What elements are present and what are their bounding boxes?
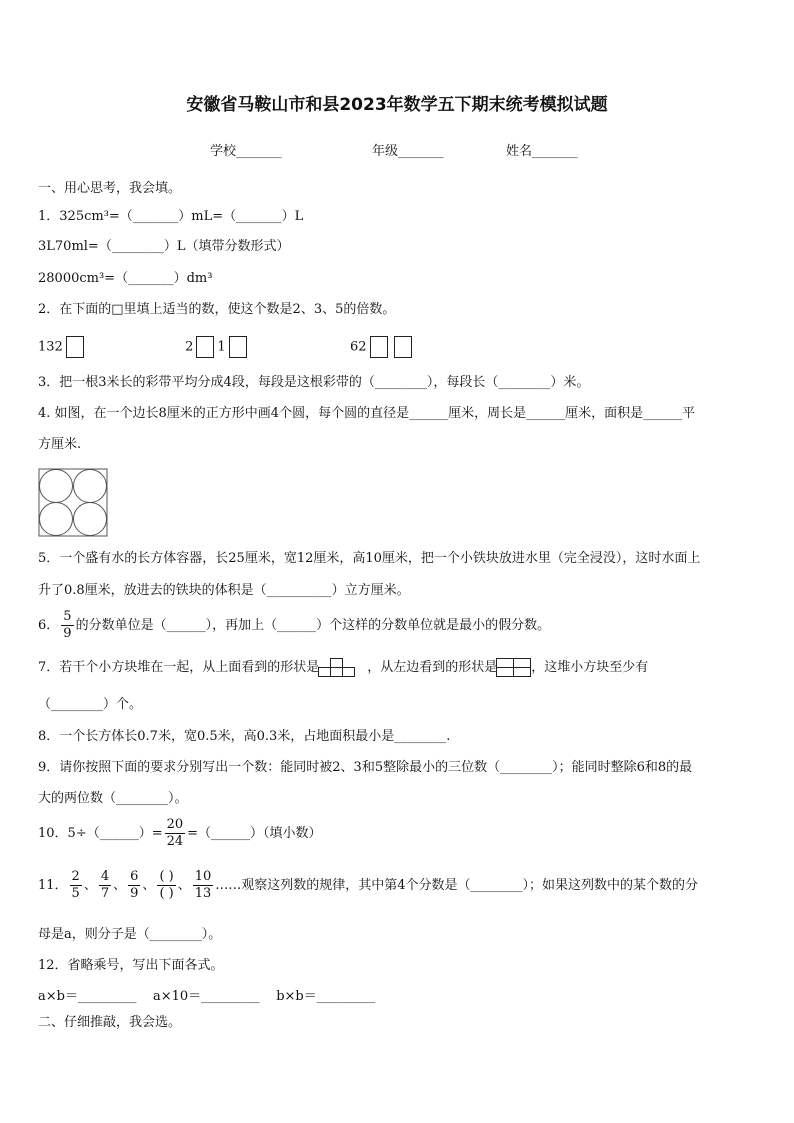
section-2-heading: 二、仔细推敲，我会选。 [38, 1015, 182, 1030]
q6-number: 6． [38, 618, 60, 633]
q10-text-2: =（______）（填小数） [187, 826, 322, 841]
question-9-line-2: 大的两位数（________）。 [38, 791, 188, 806]
q7-text-1: 7．若干个小方块堆在一起，从上面看到的形状是 [38, 660, 320, 675]
page-title: 安徽省马鞍山市和县2023年数学五下期末统考模拟试题 [186, 95, 608, 115]
numerator: 4 [100, 869, 110, 884]
question-8: 8．一个长方体长0.7米，宽0.5米，高0.3米，占地面积最小是________. [38, 729, 451, 744]
q7-text-3: ，这堆小方块至少有 [531, 660, 649, 675]
numerator: 6 [130, 869, 139, 884]
answer-box[interactable] [370, 336, 388, 358]
question-5-line-2: 升了0.8厘米，放进去的铁块的体积是（__________）立方厘米。 [38, 583, 410, 598]
question-4-line-1: 4. 如图，在一个边长8厘米的正方形中画4个圆，每个圆的直径是______厘米，周长是______厘米，面积是______平 [38, 406, 696, 421]
numerator: 10 [194, 869, 212, 884]
answer-box[interactable] [66, 336, 84, 358]
denominator: 9 [63, 626, 72, 641]
q2-number-a: 132 [38, 339, 63, 355]
question-12-items: a×b＝_________ a×10＝_________ b×b＝_________ [38, 989, 376, 1004]
question-7-line-2: （________）个。 [38, 697, 143, 712]
fraction-blank [157, 869, 175, 902]
denominator: 9 [130, 886, 139, 901]
fraction [70, 869, 82, 902]
left-view-figure [497, 659, 531, 677]
question-12-text: 12．省略乘号，写出下面各式。 [38, 958, 224, 973]
q2-number-b1: 2 [185, 339, 194, 355]
denominator: ( ) [159, 886, 174, 901]
denominator: 5 [71, 886, 80, 901]
q2-number-c: 62 [349, 339, 367, 355]
answer-box[interactable] [394, 336, 412, 358]
numerator: 2 [71, 869, 80, 884]
answer-box[interactable] [196, 336, 214, 358]
grade-field: 年级_______ [372, 144, 444, 159]
denominator: 7 [100, 886, 110, 901]
fraction-5-9 [61, 609, 73, 642]
question-1-line-1: 1．325cm³=（_______）mL=（_______）L [38, 209, 304, 224]
numerator: 5 [63, 609, 72, 624]
section-1-heading: 一、用心思考，我会填。 [38, 181, 182, 196]
answer-box[interactable] [229, 336, 247, 358]
question-1-line-3: 28000cm³=（_______）dm³ [38, 271, 213, 286]
question-6 [38, 608, 758, 644]
question-3: 3．把一根3米长的彩带平均分成4段，每段是这根彩带的（________），每段长（________）米。 [38, 375, 590, 390]
school-field: 学校_______ [210, 144, 282, 159]
denominator: 24 [166, 834, 184, 849]
numerator: ( ) [159, 869, 174, 884]
fraction-20-24 [165, 817, 186, 850]
fraction [193, 869, 214, 902]
fraction [128, 869, 140, 902]
question-5-line-1: 5．一个盛有水的长方体容器，长25厘米，宽12厘米，高10厘米，把一个小铁块放进水里（完全浸没），这时水面上 [38, 551, 701, 566]
q2-number-b2: 1 [217, 339, 226, 355]
question-2-text: 2．在下面的□里填上适当的数，使这个数是2、3、5的倍数。 [38, 302, 396, 317]
question-7-line-1 [38, 656, 758, 680]
question-10 [38, 816, 758, 852]
question-9-line-1: 9．请你按照下面的要求分别写出一个数：能同时被2、3和5整除最小的三位数（________）；能同时整除6和8的最 [38, 760, 693, 775]
name-field: 姓名_______ [506, 144, 578, 159]
question-1-line-2: 3L70ml=（________）L（填带分数形式） [38, 239, 290, 254]
square-four-circles-figure [38, 468, 109, 538]
q10-text-1: 10．5÷（______）= [38, 826, 163, 841]
question-4-line-2: 方厘米. [38, 437, 82, 452]
denominator: 13 [194, 886, 212, 901]
q6-text: 的分数单位是（______），再加上（______）个这样的分数单位就是最小的假分数。 [75, 618, 551, 633]
q11-number: 11． [38, 878, 68, 893]
q11-text: ……观察这列数的规律，其中第4个分数是（________）；如果这列数中的某个数的分 [215, 878, 699, 893]
question-11-line-2: 母是a，则分子是（________）。 [38, 927, 222, 942]
q7-text-2: ，从左边看到的形状是 [367, 660, 498, 675]
numerator: 20 [166, 817, 184, 832]
question-11-line-1: 11． $\frac{2}{5}$ 、 $\frac{4}{7}$ 、 $\frac{6}{9}$ 、 $\frac{( )}{( )}$ 、 $\frac{10}{13}$ ……观察这列数的规律，其中第4个分数是（________）；如果这列数中的某个数的分 [38, 869, 699, 901]
question-2-boxes [38, 336, 758, 359]
fraction [99, 869, 111, 902]
top-view-figure [319, 659, 367, 677]
